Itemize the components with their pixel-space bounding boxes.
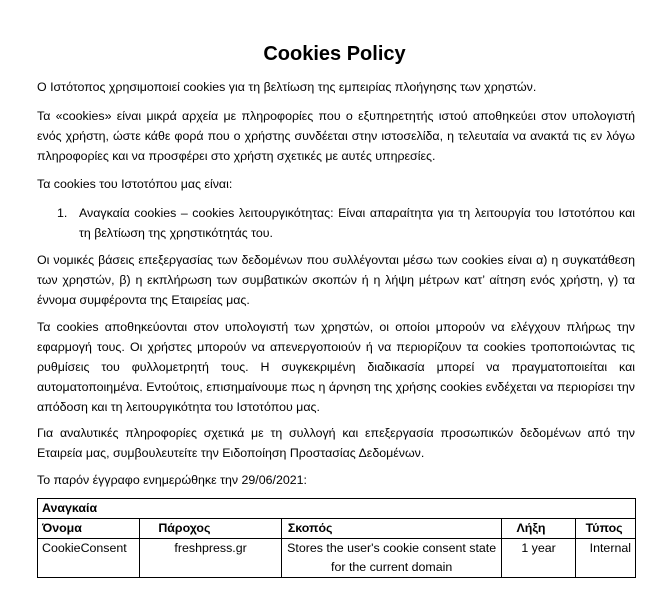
intro-paragraph: Ο Ιστότοπος χρησιμοποιεί cookies για τη βελτίωση της εμπειρίας πλοήγησης των χρηστών.	[37, 80, 537, 94]
list-item-text: Αναγκαία cookies – cookies λειτουργικότητας: Είναι απαραίτητα για τη λειτουργία του Ιστοτόπου και τη βελτίωση της χρηστικότητάς του.	[79, 206, 635, 240]
table-row	[38, 539, 636, 578]
page-title: Cookies Policy	[263, 43, 406, 65]
cookies-table	[37, 498, 636, 578]
header-purpose: Σκοπός	[281, 519, 502, 539]
table-caption: Αναγκαία	[38, 499, 636, 519]
cell-purpose: Stores the user's cookie consent state for the current domain	[281, 539, 502, 578]
cookies-definition-paragraph: Τα «cookies» είναι μικρά αρχεία με πληροφορίες που ο εξυπηρετητής ιστού αποθηκεύει στον υπολογιστή ενός χρήστη, ώστε κάθε φορά που ο χρήστης συνδέεται στην ιστοσελίδα, η τελευταία να ανακτά τις εν λόγω πληροφορίες και να προσφέρει στο χρήστη σχετικές με αυτές υπηρεσίες.	[37, 109, 635, 163]
header-type: Τύπος	[575, 519, 635, 539]
cookies-list-intro: Τα cookies του Ιστοτόπου μας είναι:	[37, 177, 233, 191]
table-header-row	[38, 519, 636, 539]
header-expiry: Λήξη	[502, 519, 575, 539]
list-item	[57, 203, 635, 243]
cell-name: CookieConsent	[38, 539, 140, 578]
cell-type: Internal	[575, 539, 635, 578]
header-name: Όνομα	[38, 519, 140, 539]
list-item-number: 1.	[57, 206, 68, 220]
data-protection-paragraph: Για αναλυτικές πληροφορίες σχετικά με τη συλλογή και επεξεργασία προσωπικών δεδομένων από την Εταιρεία μας, συμβουλευτείτε την Ειδοποίηση Προστασίας Δεδομένων.	[37, 426, 635, 460]
cookie-storage-paragraph: Τα cookies αποθηκεύονται στον υπολογιστή των χρηστών, οι οποίοι μπορούν να ελέγχουν πλήρως την εφαρμογή τους. Οι χρήστες μπορούν να απενεργοποιούν ή να περιορίζουν τα cookies τροποποιώντας τις ρυθμίσεις του φυλλομετρητή τους. Η συγκεκριμένη διαδικασία μπορεί να πραγματοποιείται και αυτοματοποιημένα. Εντούτοις, επισημαίνουμε πως η άρνηση της χρήσης cookies ενδέχεται να περιορίσει την απόδοση και τη λειτουργικότητα του Ιστοτόπου μας.	[37, 320, 635, 414]
cell-provider: freshpress.gr	[140, 539, 281, 578]
header-provider: Πάροχος	[140, 519, 281, 539]
legal-basis-paragraph: Οι νομικές βάσεις επεξεργασίας των δεδομένων που συλλέγονται μέσω των cookies είναι α) η συγκατάθεση των χρηστών, β) η εκπλήρωση των συμβατικών σκοπών ή η λήψη μέτρων κατ’ αίτηση ενός χρήστη, γ) τα έννομα συμφέροντα της Εταιρείας μας.	[37, 253, 635, 307]
update-date-paragraph: Το παρόν έγγραφο ενημερώθηκε την 29/06/2021:	[37, 473, 307, 487]
cell-expiry: 1 year	[502, 539, 575, 578]
